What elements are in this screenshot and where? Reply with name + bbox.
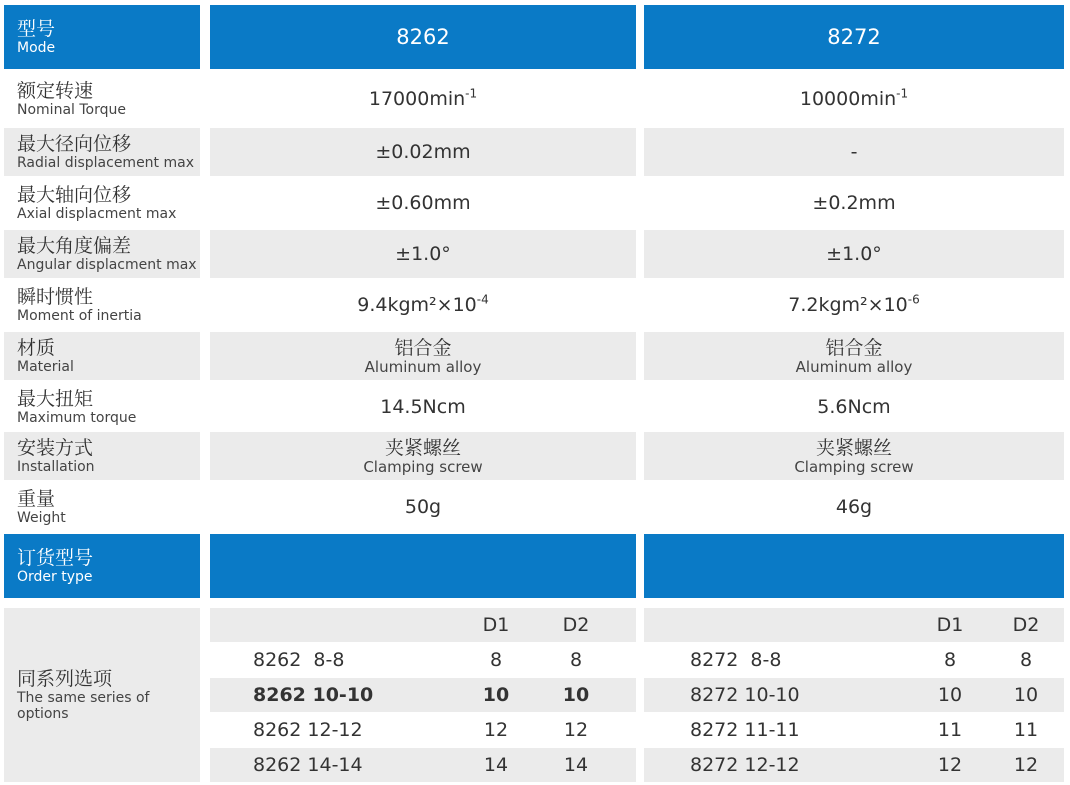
order-type-8272-cell [644,534,1064,598]
spec-value-8262 [210,332,636,380]
option-d2: 10 [562,684,590,706]
header-model-8262: 8262 [210,5,636,69]
spec-label-zh: 安装方式 [17,436,94,459]
option-d1: 14 [483,754,509,776]
spec-value-8262 [210,230,636,278]
option-d1: 11 [937,719,963,741]
options-left-d2-header: D2 [562,614,590,636]
spec-value-main: 46g [835,496,873,518]
spec-value-8272 [644,128,1064,176]
spec-value-8272 [644,75,1064,123]
options-left-d1-header: D1 [482,614,510,636]
option-d2: 12 [1013,754,1039,776]
option-d2: 8 [1019,649,1033,671]
spec-label-en: Moment of inertia [17,307,142,324]
spec-value-8262 [210,75,636,123]
spec-value-main: 14.5Ncm [380,396,466,418]
option-d2: 12 [563,719,589,741]
spec-value-en: Clamping screw [363,457,483,476]
spec-value-main: ±0.60mm [375,192,471,214]
spec-value-8262 [210,179,636,227]
spec-value-8272 [644,432,1064,480]
options-label-zh: 同系列选项 [17,667,113,690]
spec-value-exponent: -6 [907,292,920,307]
option-row [644,713,1064,747]
option-d1: 10 [482,684,510,706]
spec-value-main: $10000\min^{-1}$ [799,86,909,110]
spec-value-8272 [644,383,1064,431]
options-right-d2-header: D2 [1012,614,1040,636]
spec-value-en: Clamping screw [794,457,914,476]
spec-value-main: 夹紧螺丝 [384,436,461,459]
header-label-en: Mode [17,39,56,56]
option-d1: 10 [937,684,963,706]
spec-label-cell [4,128,200,176]
option-model: 8262 8-8 [253,649,345,671]
options-right-d1-header: D1 [936,614,964,636]
option-row [644,678,1064,712]
option-d2: 10 [1013,684,1039,706]
spec-label-zh: 重量 [17,487,56,510]
spec-label-zh: 最大角度偏差 [17,234,132,257]
spec-label-cell [4,383,200,431]
spec-label-zh: 额定转速 [17,79,94,102]
option-row [210,713,636,747]
option-d1: 8 [943,649,957,671]
spec-label-cell [4,179,200,227]
header-model-8272: 8272 [644,5,1064,69]
spec-label-cell [4,432,200,480]
spec-value-main: ±1.0° [395,243,451,265]
spec-value-main: $7.2kgm^2\times 10^{-6}$ [788,292,920,316]
spec-value-main: ±0.02mm [375,141,471,163]
spec-value-8262 [210,281,636,329]
spec-value-8262 [210,432,636,480]
spec-label-en: Nominal Torque [17,101,126,118]
spec-label-en: Axial displacment max [17,205,177,222]
spec-label-cell [4,332,200,380]
option-model: 8262 14-14 [253,754,363,776]
order-type-label-zh: 订货型号 [17,546,94,569]
spec-value-main: $9.4kgm^2\times 10^{-4}$ [357,292,489,316]
spec-value-main: 5.6Ncm [817,396,891,418]
spec-label-cell [4,230,200,278]
spec-label-en: Maximum torque [17,409,137,426]
spec-value-main: ±0.2mm [812,192,896,214]
option-model: 8272 12-12 [690,754,800,776]
spec-label-zh: 最大轴向位移 [17,183,132,206]
option-row [210,748,636,782]
spec-label-cell [4,483,200,531]
spec-value-8262 [210,128,636,176]
spec-value-8262 [210,483,636,531]
option-row [644,748,1064,782]
options-left-header [210,608,636,642]
option-model: 8262 10-10 [253,684,374,706]
spec-label-zh: 最大扭矩 [17,387,94,410]
option-row [210,643,636,677]
spec-value-8272 [644,281,1064,329]
header-label-zh: 型号 [17,17,56,40]
option-d1: 12 [937,754,963,776]
spec-value-main: 夹紧螺丝 [815,436,892,459]
spec-label-en: Weight [17,509,66,526]
option-model: 8272 11-11 [690,719,800,741]
order-type-label-cell [4,534,200,598]
spec-value-8272 [644,483,1064,531]
spec-value-main: - [850,141,858,163]
options-right-header [644,608,1064,642]
spec-label-en: Material [17,358,74,375]
spec-value-main: 铝合金 [394,336,452,359]
spec-label-zh: 最大径向位移 [17,132,132,155]
spec-value-exponent: -4 [476,292,489,307]
spec-value-main: ±1.0° [826,243,882,265]
options-label-cell [4,608,200,782]
header-label-cell [4,5,200,69]
spec-value-en: Aluminum alloy [364,357,482,376]
options-label-en: The same series of options [17,689,150,722]
order-type-label-en: Order type [17,568,93,585]
option-d1: 12 [483,719,509,741]
spec-value-8272 [644,179,1064,227]
spec-value-exponent: -1 [465,86,478,101]
option-d2: 11 [1013,719,1039,741]
option-d1: 8 [489,649,503,671]
option-model: 8272 10-10 [690,684,800,706]
spec-value-8272 [644,230,1064,278]
spec-label-zh: 瞬时惯性 [17,285,94,308]
spec-value-8272 [644,332,1064,380]
spec-label-cell [4,75,200,123]
spec-label-en: Installation [17,458,95,475]
spec-value-main: $17000\min^{-1}$ [368,86,478,110]
spec-value-exponent: -1 [896,86,909,101]
spec-label-zh: 材质 [17,336,56,359]
spec-value-main: 50g [404,496,442,518]
spec-label-en: Angular displacment max [17,256,197,273]
spec-label-cell [4,281,200,329]
spec-value-8262 [210,383,636,431]
option-d2: 14 [563,754,589,776]
order-type-8262-cell [210,534,636,598]
spec-label-en: Radial displacement max [17,154,194,171]
spec-value-en: Aluminum alloy [795,357,913,376]
option-d2: 8 [569,649,583,671]
option-model: 8262 12-12 [253,719,363,741]
option-model: 8272 8-8 [690,649,782,671]
option-row [644,643,1064,677]
spec-value-main: 铝合金 [825,336,883,359]
option-row [210,678,636,712]
